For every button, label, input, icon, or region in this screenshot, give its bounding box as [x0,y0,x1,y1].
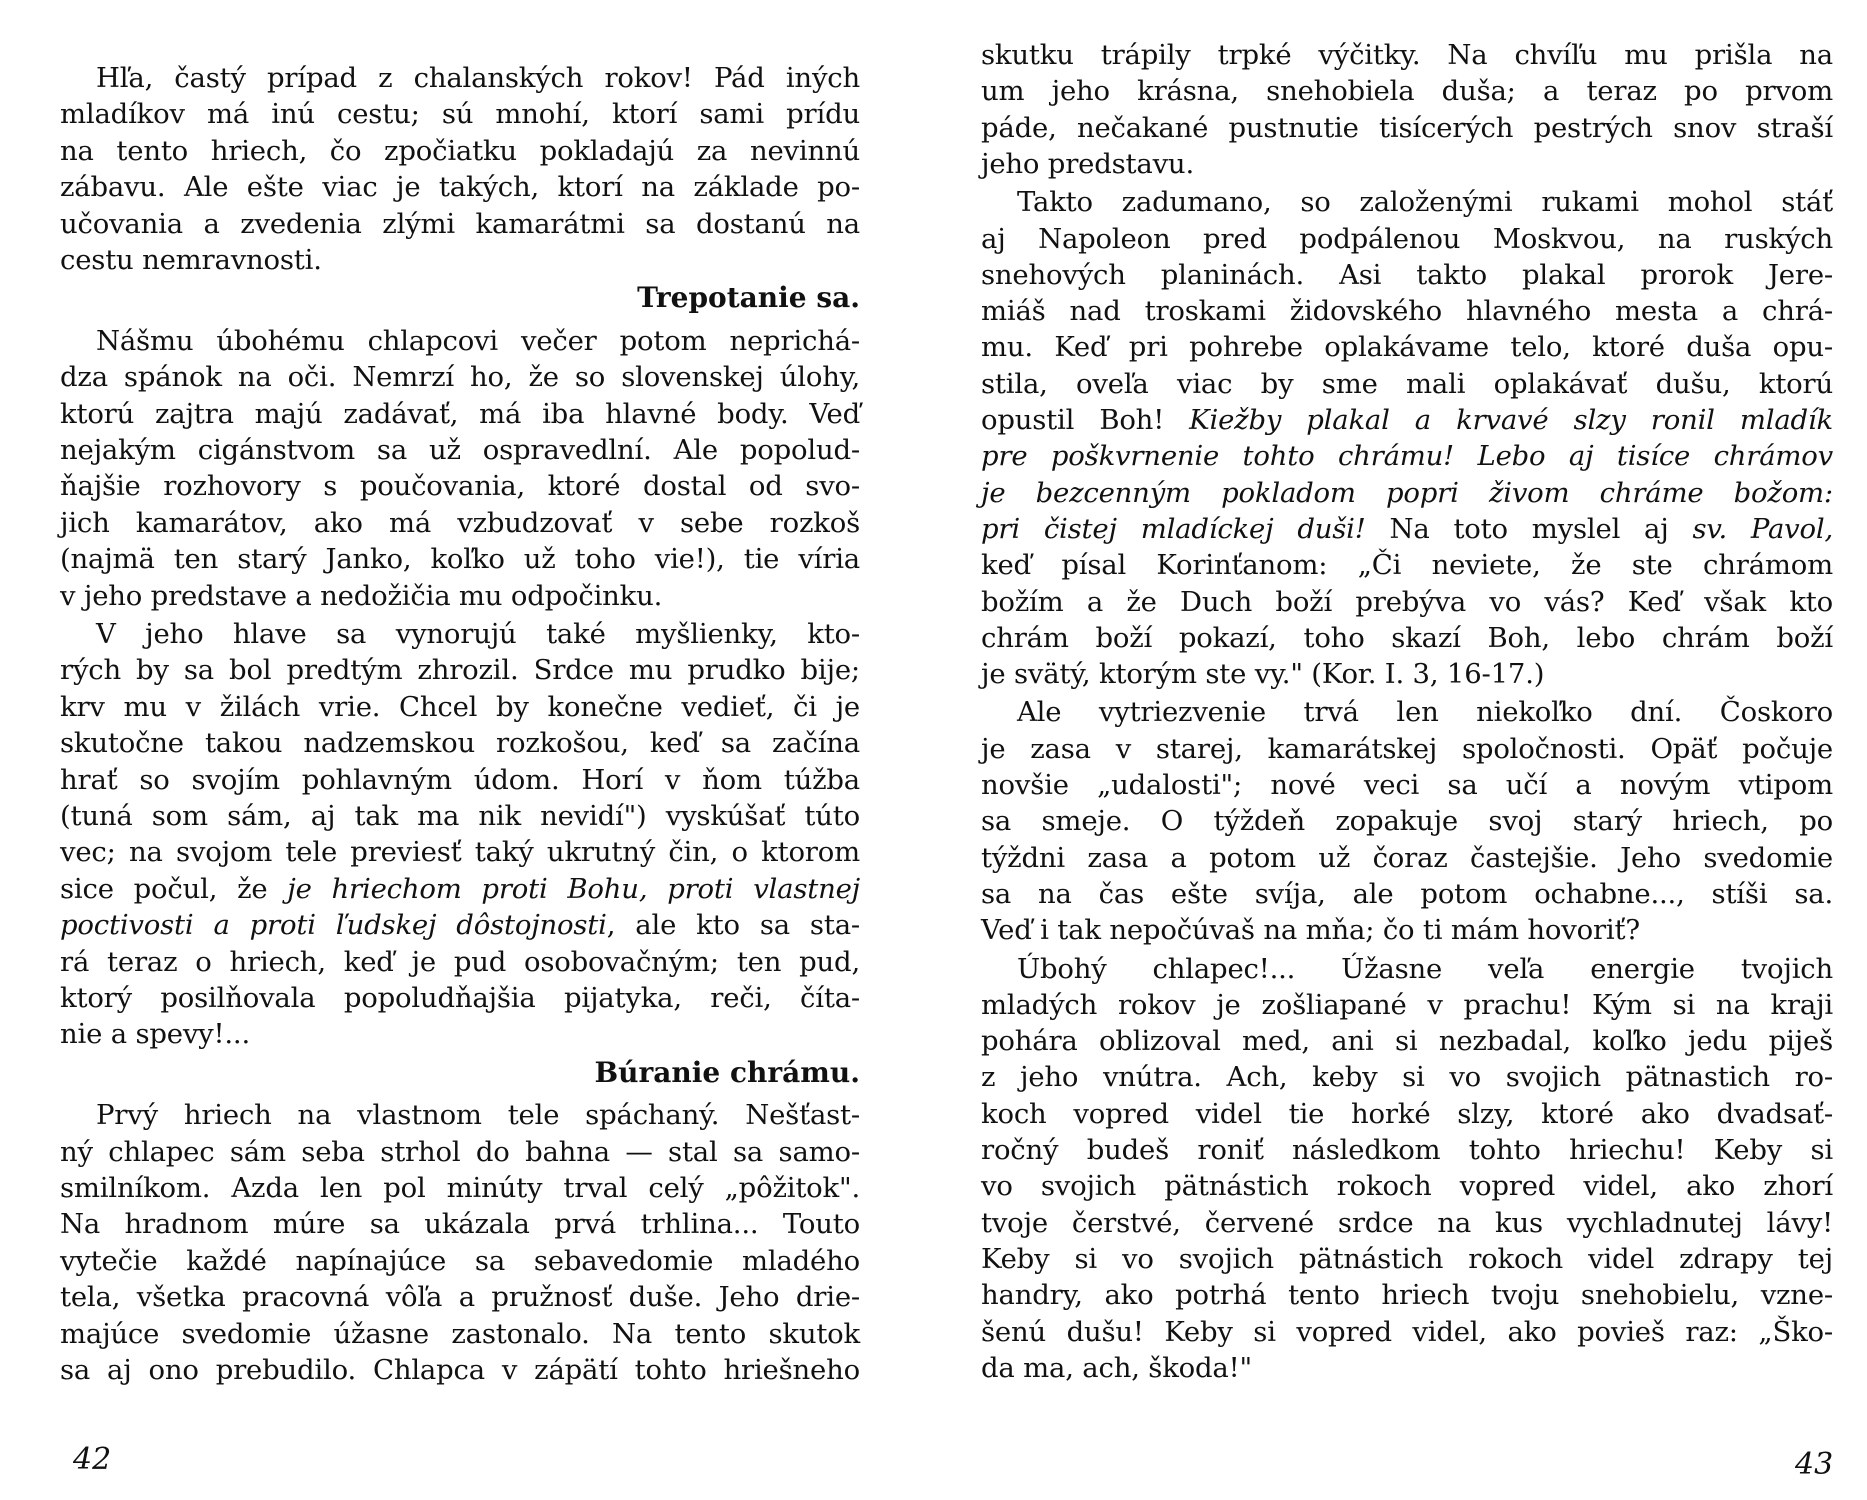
text-segment: handry, ako potrhá tento hriech tvoju snehobielu, vzne- [981,1279,1833,1312]
text-line [60,541,860,577]
text-segment: je zasa v starej, kamarátskej spoločnosti. Opäť počuje [981,732,1833,765]
text-line [981,293,1833,329]
text-line [60,980,860,1016]
text-line [981,329,1833,365]
text-line [60,1279,860,1315]
text-segment: um jeho krásna, snehobiela duša; a teraz po prvom [981,75,1833,108]
text-line [981,1314,1833,1350]
page-number-left: 42 [73,1442,112,1477]
text-segment: skutočne takou nadzemskou rozkošou, keď sa začína [60,727,860,760]
text-segment: tvoje čerstvé, červené srdce na kus vychladnutej lávy! [981,1206,1833,1239]
text-line [981,402,1833,438]
text-segment: koch vopred videl tie horké slzy, ktoré ako dvadsať- [981,1097,1833,1130]
text-segment: na tento hriech, čo zpočiatku pokladajú za nevinnú [60,134,860,167]
text-line [981,840,1833,876]
text-line [60,798,860,834]
text-segment: majúce svedomie úžasne zastonalo. Na tento skutok [60,1317,860,1350]
text-line [60,834,860,870]
text-segment: ktorú zajtra majú zadávať, má iba hlavné body. Veď [60,397,860,430]
text-segment: krv mu v žilách vrie. Chcel by konečne vedieť, či je [60,690,860,723]
text-line [60,206,860,242]
italic-text-segment: Kiežby plakal a krvavé slzy ronil mladík [1189,404,1833,436]
text-segment: nie a spevy!... [60,1018,250,1051]
text-line [981,656,1833,692]
text-line [981,547,1833,583]
text-line [981,110,1833,146]
text-line [60,1243,860,1279]
text-line [60,60,860,96]
text-segment: hrať so svojím pohlavným údom. Horí v ňom túžba [60,763,860,796]
text-line [60,762,860,798]
text-segment: mladíkov má inú cestu; sú mnohí, ktorí sami prídu [60,98,860,131]
text-segment: skutku trápily trpké výčitky. Na chvíľu mu prišla na [981,39,1833,71]
text-segment: keď písal Korinťanom: „Či neviete, že ste chrámom [981,549,1833,582]
italic-text-segment: pre poškvrnenie tohto chrámu! Lebo aj tisíce chrámov [981,440,1833,473]
text-line [60,1134,860,1170]
text-segment: snehových planinách. Asi takto plakal prorok Jere- [981,258,1833,291]
text-segment: vec; na svojom tele previesť taký ukrutný čin, o ktorom [60,836,860,869]
text-line [60,616,860,652]
text-line [60,359,860,395]
text-line [981,1132,1833,1168]
text-segment: sice počul, že [60,872,288,905]
text-line [60,907,860,943]
text-segment: páde, nečakané pustnutie tisícerých pestrých snov straší [981,111,1833,144]
page-number-right: 43 [1795,1447,1834,1482]
text-segment: v jeho predstave a nedožičia mu odpočinku. [60,579,663,612]
text-segment: Hľa, častý prípad z chalanských rokov! Pád iných [96,62,860,94]
text-line [981,620,1833,656]
text-line [981,1168,1833,1204]
italic-text-segment: je bezcenným pokladom popri živom chráme božom: [981,476,1833,509]
text-line [981,1023,1833,1059]
text-line [60,944,860,980]
text-segment: mladých rokov je zošliapané v prachu! Kým si na kraji [981,988,1833,1021]
text-segment: sa na čas ešte svíja, ale potom ochabne..., stíši sa. [981,877,1833,910]
text-line [60,468,860,504]
text-segment: tela, všetka pracovná vôľa a pružnosť duše. Jeho drie- [60,1281,860,1314]
text-line [60,242,860,278]
left-page [0,0,933,1500]
text-line [981,221,1833,257]
text-segment: (tuná som sám, aj tak ma nik nevidí") vyskúšať túto [60,800,860,832]
text-line [981,731,1833,767]
right-page [933,0,1867,1500]
text-line [981,694,1833,730]
text-segment: sa smeje. O týždeň zopakuje svoj starý hriech, po [981,805,1833,838]
text-line [981,803,1833,839]
text-segment: týždni zasa a potom už čoraz častejšie. Jeho svedomie [981,841,1833,874]
text-line [60,652,860,688]
italic-text-segment: je hriechom proti Bohu, proti vlastnej [287,872,860,905]
text-segment: rá teraz o hriech, keď je pud osobovačným; ten pud, [60,945,860,978]
text-segment: Ale vytriezvenie trvá len niekoľko dní. Čoskoro [1017,696,1833,729]
italic-text-segment: poctivosti a proti ľudskej dôstojnosti [60,909,607,942]
text-line [60,1206,860,1242]
text-segment: vo svojich pätnástich rokoch vopred videl, ako zhorí [981,1170,1833,1203]
text-line [981,257,1833,293]
text-segment: nejakým cigánstvom sa už ospravedlní. Ale popolud- [60,434,860,466]
text-line [981,1277,1833,1313]
text-segment: da ma, ach, škoda!" [981,1351,1252,1384]
text-segment: jeho predstavu. [981,147,1194,180]
text-line [981,951,1833,987]
text-segment: rých by sa bol predtým zhrozil. Srdce mu prudko bije; [60,654,860,687]
text-line [60,1170,860,1206]
text-line [981,912,1833,948]
text-line [981,366,1833,402]
text-line [981,73,1833,109]
text-line [981,1059,1833,1095]
text-segment: ňajšie rozhovory s poučovania, ktoré dostal od svo- [60,470,860,503]
text-line [981,1205,1833,1241]
text-line [60,432,860,468]
text-segment: , ale kto sa sta- [606,909,860,942]
text-segment: miáš nad troskami židovského hlavného mesta a chrá- [981,295,1833,328]
text-segment: Na toto myslel aj [1365,512,1693,545]
italic-text-segment: sv. Pavol, [1692,512,1833,545]
text-line [60,725,860,761]
text-segment: Prvý hriech na vlastnom tele spáchaný. Nešťast- [96,1099,860,1132]
text-line [981,146,1833,182]
text-line [60,1352,860,1388]
text-line [60,396,860,432]
text-line [60,133,860,169]
text-segment: Úbohý chlapec!... Úžasne veľa energie tvojich [1017,952,1833,985]
text-line [60,1316,860,1352]
text-line [981,1241,1833,1277]
text-segment: Veď i tak nepočúvaš na mňa; čo ti mám hovoriť? [981,914,1640,947]
text-line [60,96,860,132]
text-segment: jich kamarátov, ako má vzbudzovať v sebe rozkoš [60,506,860,539]
text-segment: ktorý posilňovala popoludňajšia pijatyka, reči, číta- [60,982,860,1014]
text-segment: Takto zadumano, so založenými rukami mohol stáť [1017,186,1833,219]
text-segment: chrám boží pokazí, toho skazí Boh, lebo chrám boží [981,621,1833,654]
text-line [60,1016,860,1052]
text-line [981,987,1833,1023]
text-segment: mu. Keď pri pohrebe oplakávame telo, ktoré duša opu- [981,331,1833,364]
text-segment: Na hradnom múre sa ukázala prvá trhlina... Touto [60,1208,860,1241]
text-line [60,323,860,359]
text-line [60,169,860,205]
text-line [981,475,1833,511]
text-line [981,438,1833,474]
text-line [981,511,1833,547]
text-segment: je svätý, ktorým ste vy." (Kor. I. 3, 16-17.) [981,658,1545,691]
text-segment: dza spánok na oči. Nemrzí ho, že so slovenskej úlohy, [60,361,860,394]
text-segment: ný chlapec sám seba strhol do bahna — stal sa samo- [60,1135,860,1168]
text-segment: božím a že Duch boží prebýva vo vás? Keď však kto [981,585,1833,618]
section-heading: Búranie chrámu. [594,1055,860,1089]
text-segment: pohára oblizoval med, ani si nezbadal, koľko jedu piješ [981,1025,1833,1058]
text-segment: ročný budeš roniť následkom tohto hriechu! Keby si [981,1134,1833,1166]
text-line [60,1097,860,1133]
text-segment: opustil Boh! [981,404,1190,436]
text-line [981,584,1833,620]
text-segment: novšie „udalosti"; nové veci sa učí a novým vtipom [981,769,1833,801]
text-segment: zábavu. Ale ešte viac je takých, ktorí na základe po- [60,171,860,204]
text-line [981,37,1833,73]
text-segment: z jeho vnútra. Ach, keby si vo svojich pätnastich ro- [981,1061,1833,1094]
text-segment: sa aj ono prebudilo. Chlapca v zápätí tohto hriešneho [60,1354,860,1386]
text-line [60,871,860,907]
text-line [60,578,860,614]
text-line [981,876,1833,912]
text-segment: cestu nemravnosti. [60,244,322,276]
text-segment: Nášmu úbohému chlapcovi večer potom neprichá- [96,324,860,357]
text-segment: aj Napoleon pred podpálenou Moskvou, na ruských [981,222,1833,255]
text-line [981,767,1833,803]
section-heading: Trepotanie sa. [637,281,860,315]
text-segment: smilníkom. Azda len pol minúty trval celý „pôžitok". [60,1172,860,1204]
text-line [60,505,860,541]
text-segment: šenú dušu! Keby si vopred videl, ako povieš raz: „Ško- [981,1315,1833,1348]
text-segment: Keby si vo svojich pätnástich rokoch videl zdrapy tej [981,1242,1833,1275]
text-segment: stila, oveľa viac by sme mali oplakávať dušu, ktorú [981,367,1833,400]
text-line [981,184,1833,220]
text-segment: V jeho hlave sa vynorujú také myšlienky, kto- [96,618,860,650]
text-segment: (najmä ten starý Janko, koľko už toho vie!), tie víria [60,543,860,576]
text-segment: učovania a zvedenia zlými kamarátmi sa dostanú na [60,207,860,240]
text-line [60,689,860,725]
text-segment: vytečie každé napínajúce sa sebavedomie mladého [60,1244,860,1277]
text-line [981,1350,1833,1386]
text-line [981,1096,1833,1132]
italic-text-segment: pri čistej mladíckej duši! [981,512,1366,545]
